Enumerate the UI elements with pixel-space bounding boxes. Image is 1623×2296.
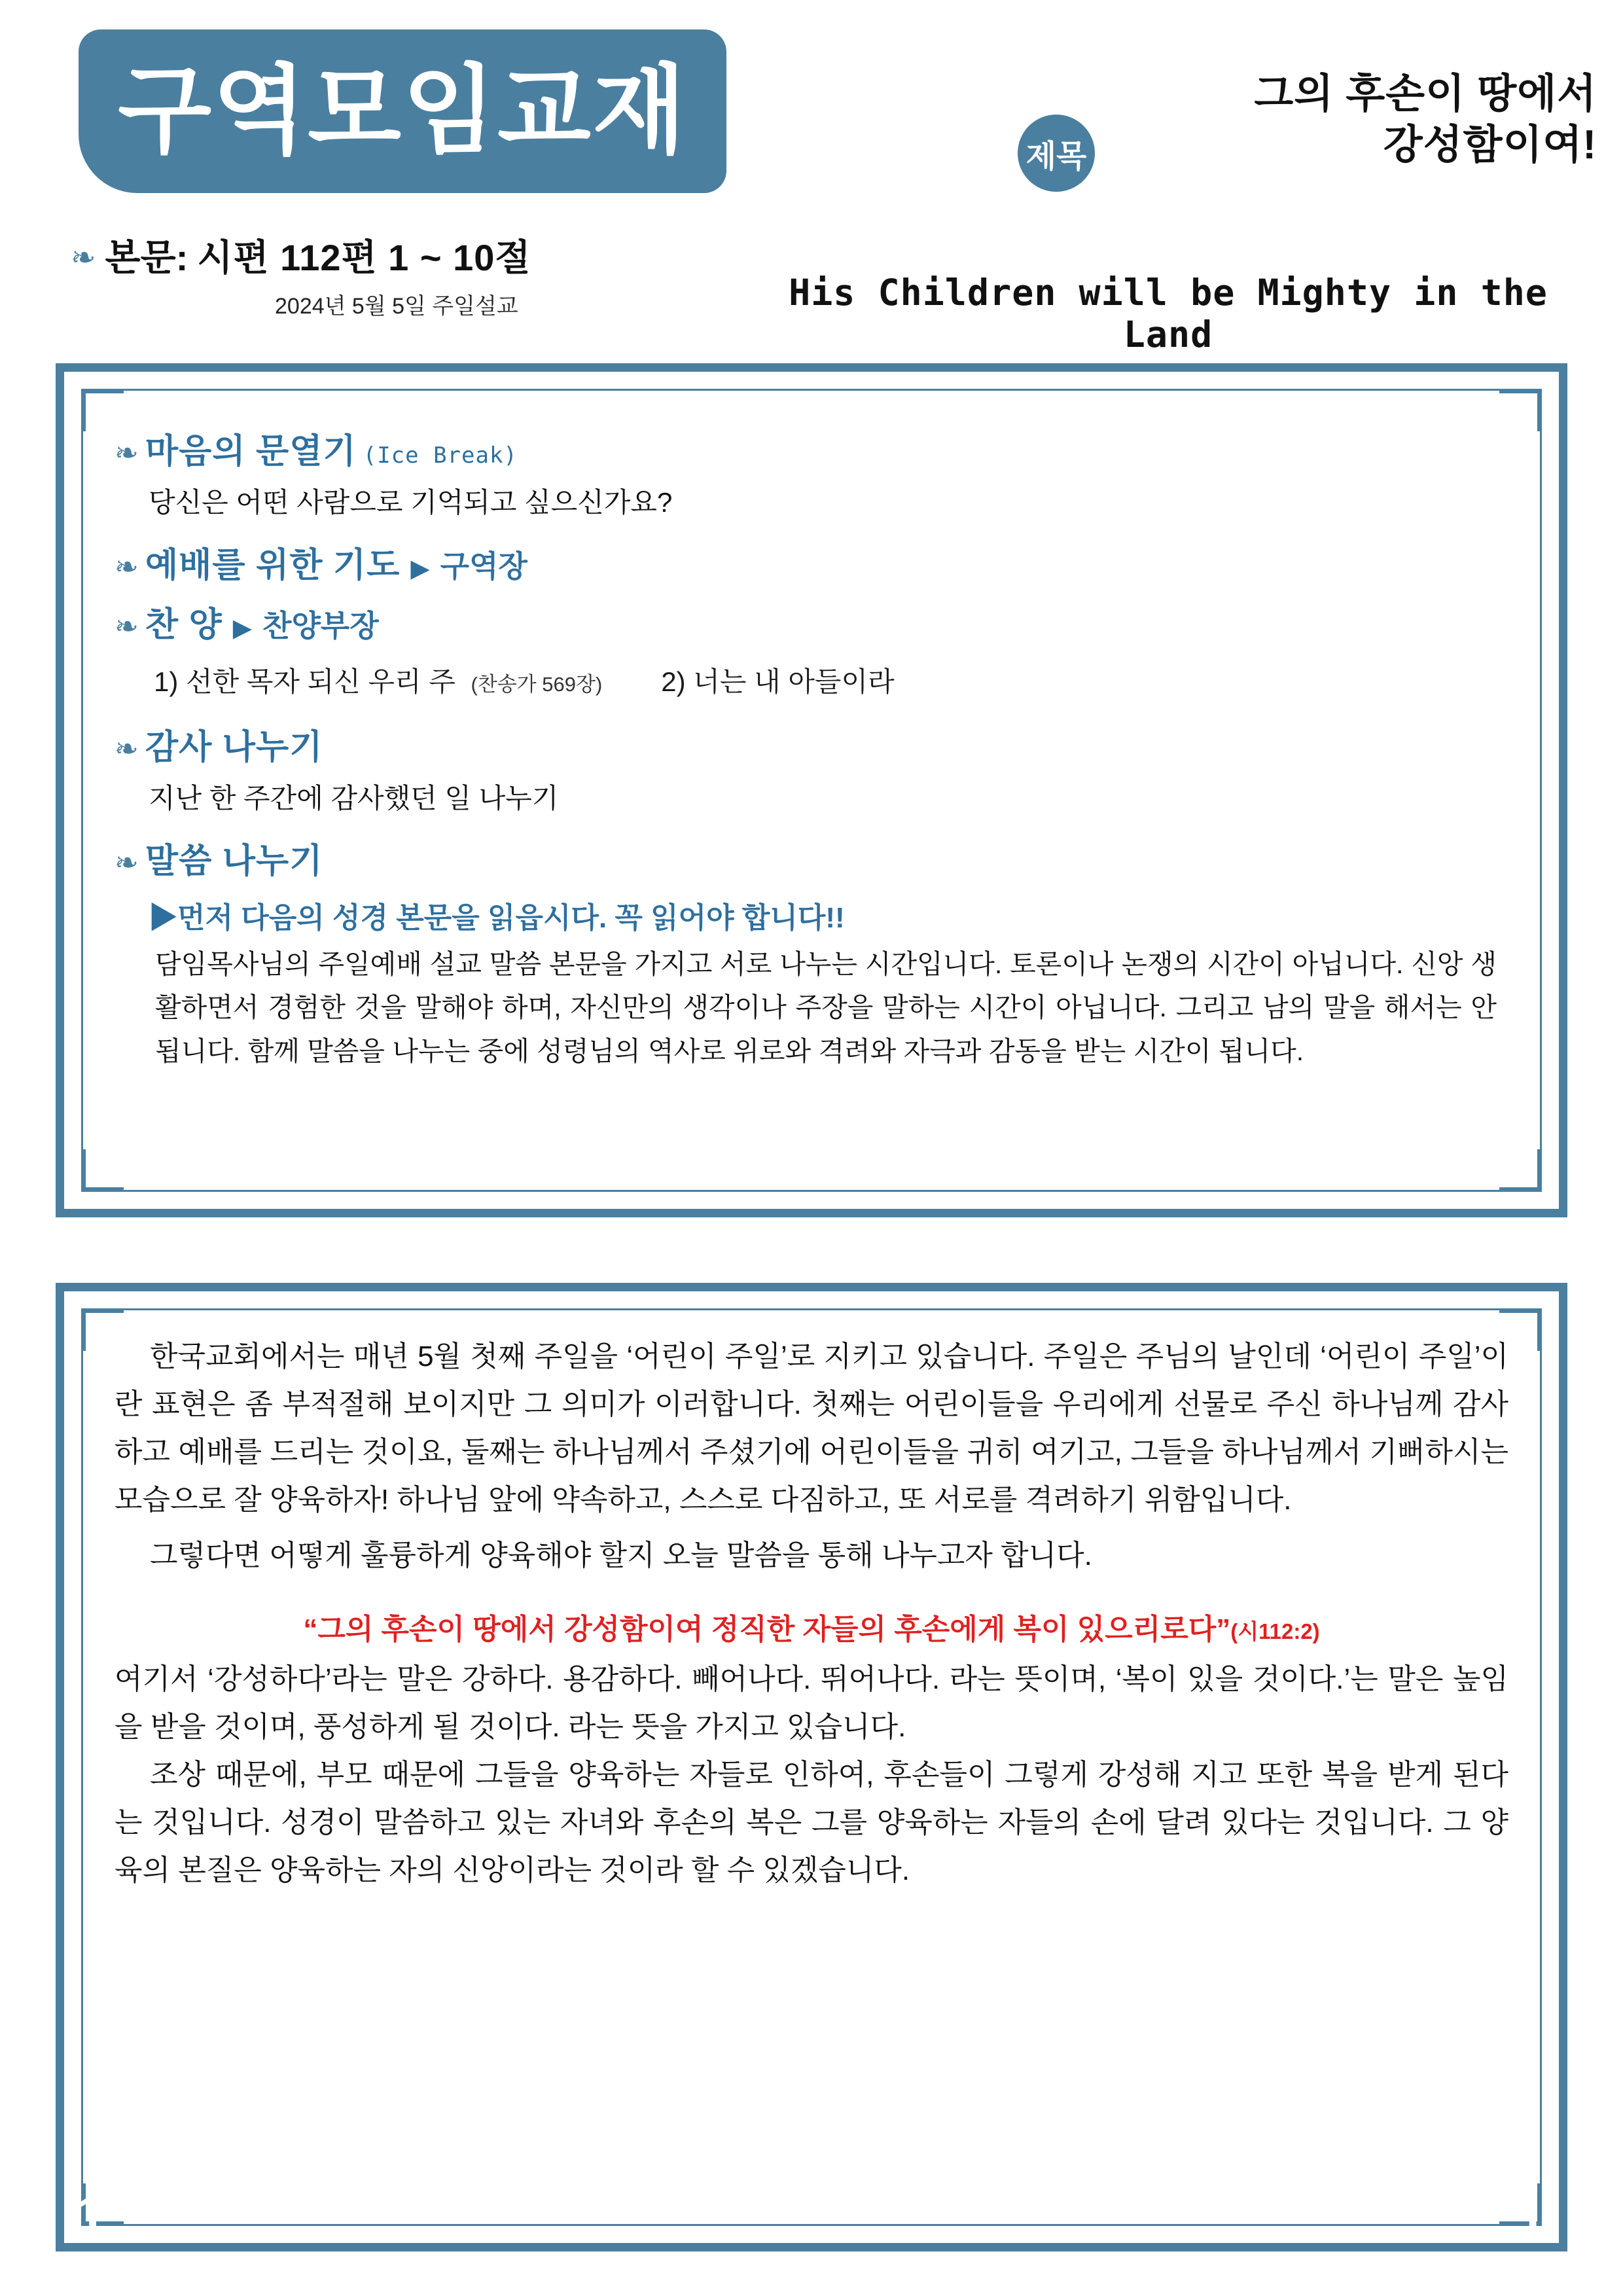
praise-title: 찬 양 (145, 606, 223, 644)
corner-ornament-br (1499, 1149, 1542, 1192)
leaf-icon: ❧ (115, 551, 139, 583)
corner-ornament-tl (81, 1308, 124, 1351)
main-title: 구역모임교재 (118, 57, 687, 165)
praise-song-1-hymn-number: (찬송가 569장) (471, 673, 603, 696)
scripture-quote-text: “그의 후손이 땅에서 강성함이여 정직한 자들의 후손에게 복이 있으리로다” (303, 1613, 1231, 1646)
english-sermon-title: His Children will be Mighty in the Land (789, 272, 1548, 355)
word-highlight: ▶먼저 다음의 성경 본문을 읽읍시다. 꼭 읽어야 합니다!! (149, 902, 845, 934)
icebreak-body: 당신은 어떤 사람으로 기억되고 싶으신가요? (149, 487, 673, 518)
corner-ornament-tr (1499, 389, 1542, 431)
arrow-icon: ▶ (410, 555, 430, 583)
sermon-date: 2024년 5월 5일 주일설교 (275, 294, 518, 319)
section-praise-heading (115, 597, 1508, 646)
leaf-icon: ❧ (115, 733, 139, 765)
word-body: 담임목사님의 주일예배 설교 말씀 본문을 가지고 서로 나누는 시간입니다. 토론이나 논쟁의 시간이 아닙니다. 신앙 생활하면서 경험한 것을 말해야 하며, 자신만의 생각이나 주장을 말하는 시간이 아닙니다. 그리고 남의 말을 해서는 안 됩니다. 함께 말씀을 나누는 중에 성령님의 역사로 위로와 격려와 자극과 감동을 받는 시간이 됩니다. (155, 949, 1497, 1066)
icebreak-title: 마음의 문열기 (145, 433, 357, 471)
corner-ornament-bl (81, 1149, 124, 1192)
leaf-icon: ❧ (115, 437, 139, 469)
section-thanks-heading (115, 719, 1508, 768)
prayer-title: 예배를 위한 기도 (145, 547, 401, 584)
meeting-order-inner (81, 389, 1542, 1192)
praise-leader: 찬양부장 (262, 609, 379, 643)
icebreak-subtitle: (Ice Break) (363, 442, 518, 469)
jemok-badge: 제목 (1018, 115, 1095, 192)
section-icebreak-heading (115, 423, 1508, 473)
section-word-heading (115, 833, 1508, 882)
sermon-body-inner (81, 1308, 1542, 2226)
section-prayer-heading (115, 537, 1508, 586)
main-title-badge (79, 29, 726, 193)
leaf-icon: ❧ (115, 611, 139, 643)
prayer-leader: 구역장 (440, 549, 527, 583)
thanks-title: 감사 나누기 (145, 728, 323, 766)
korean-title-line1: 그의 후손이 땅에서 (1254, 71, 1597, 117)
praise-song-2: 2) 너는 내 아들이라 (661, 666, 895, 697)
scripture-reference (71, 229, 531, 281)
page-number-left: 1 (77, 2185, 106, 2242)
word-title: 말씀 나누기 (145, 842, 323, 880)
sermon-body-box (56, 1283, 1567, 2251)
scripture-quote-citation: (시112:2) (1230, 1619, 1320, 1644)
sermon-paragraph-1: 한국교회에서는 매년 5월 첫째 주일을 ‘어린이 주일’로 지키고 있습니다. 주일은 주님의 날인데 ‘어린이 주일’이란 표현은 좀 부적절해 보이지만 그 의미가 이러합니다. 첫째는 어린이들을 우리에게 선물로 주신 하나님께 감사하고 예배를 드리는 것이요, 둘째는 하나님께서 주셨기에 어린이들을 귀히 여기고, 그들을 하나님께서 기뻐하시는 모습으로 잘 양육하자! 하나님 앞에 약속하고, 스스로 다짐하고, 또 서로를 격려하기 위함입니다. (115, 1340, 1508, 1516)
page-header (0, 0, 1623, 355)
korean-title-line2: 강성함이여! (1383, 122, 1597, 168)
arrow-icon: ▶ (232, 615, 253, 642)
praise-song-1 (154, 660, 602, 700)
scripture-label: 본문: (105, 237, 188, 278)
corner-ornament-tl (81, 389, 124, 431)
leaf-icon: ❧ (115, 847, 139, 879)
leaf-icon: ❧ (71, 240, 96, 274)
scripture-quote (115, 1608, 1508, 1651)
corner-ornament-tr (1499, 1308, 1542, 1351)
praise-song-1-title: 1) 선한 목자 되신 우리 주 (154, 666, 455, 697)
thanks-body: 지난 한 주간에 감사했던 일 나누기 (149, 783, 559, 814)
korean-sermon-title (1113, 69, 1597, 170)
sermon-paragraph-3: 여기서 ‘강성하다’라는 말은 강하다. 용감하다. 빼어나다. 뛰어나다. 라는 뜻이며, ‘복이 있을 것이다.’는 말은 높임을 받을 것이며, 풍성하게 될 것이다. 라는 뜻을 가지고 있습니다. (115, 1663, 1508, 1744)
sermon-paragraph-2: 그렇다면 어떻게 훌륭하게 양육해야 할지 오늘 말씀을 통해 나누고자 합니다. (150, 1539, 1092, 1572)
meeting-order-box (56, 363, 1567, 1217)
sermon-paragraph-4: 조상 때문에, 부모 때문에 그들을 양육하는 자들로 인하여, 후손들이 그렇게 강성해 지고 또한 복을 받게 된다는 것입니다. 성경이 말씀하고 있는 자녀와 후손의 복은 그를 양육하는 자들의 손에 달려 있다는 것입니다. 그 양육의 본질은 양육하는 자의 신앙이라는 것이라 할 수 있겠습니다. (115, 1759, 1508, 1887)
scripture-text: 시편 112편 1 ~ 10절 (197, 237, 531, 278)
praise-song-list (154, 660, 1508, 700)
page-number-right: 1 (1517, 2185, 1546, 2242)
